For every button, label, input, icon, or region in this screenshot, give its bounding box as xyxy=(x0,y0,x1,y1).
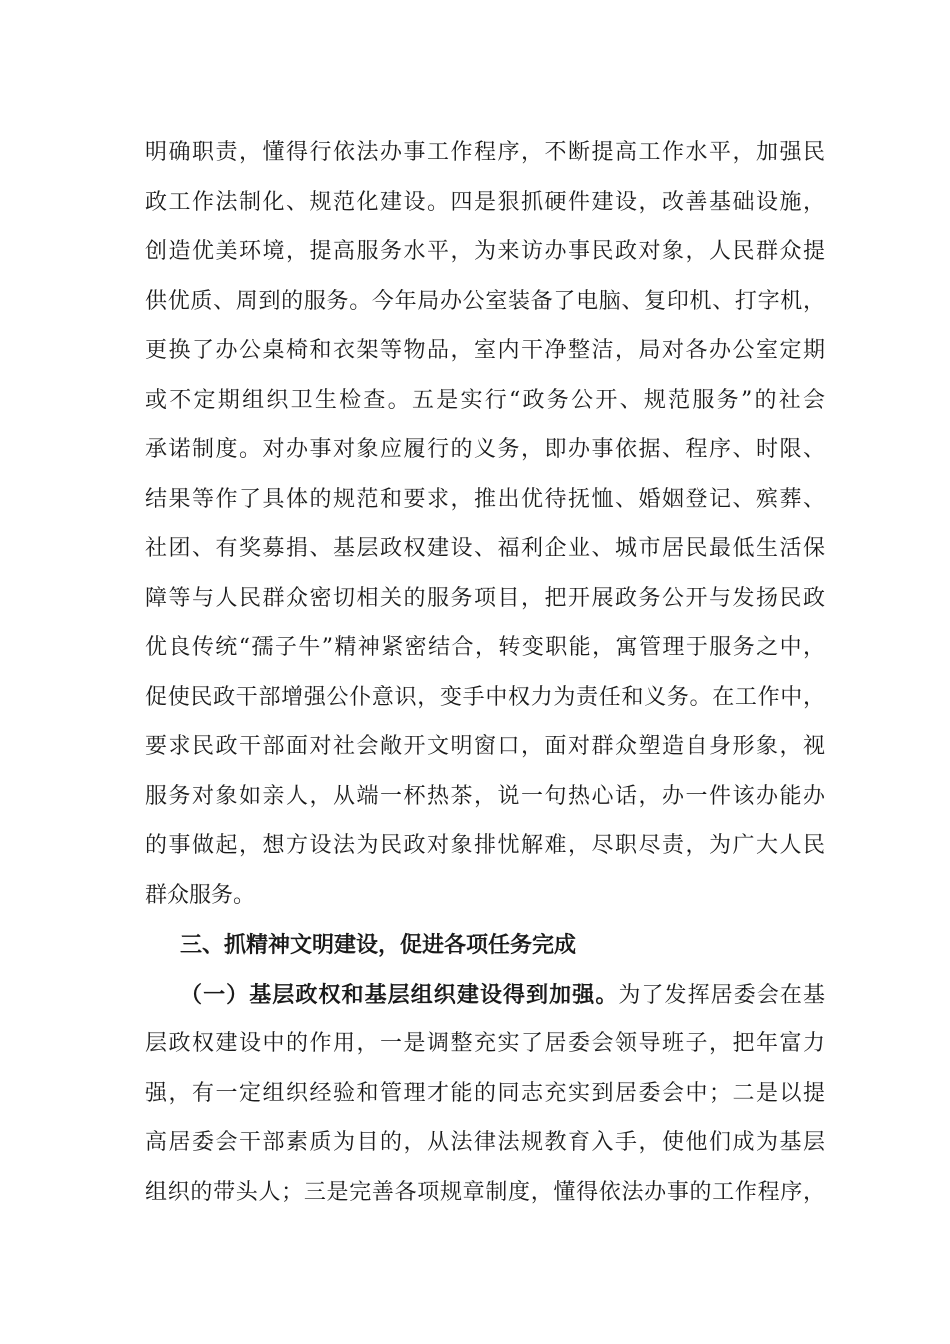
section-heading: 三、抓精神文明建设，促进各项任务完成 xyxy=(180,932,577,958)
paragraph-line: 社团、有奖募捐、基层政权建设、福利企业、城市居民最低生活保 xyxy=(145,536,825,561)
paragraph-line: 更换了办公桌椅和衣架等物品，室内干净整洁，局对各办公室定期 xyxy=(145,338,825,363)
paragraph-line: 优良传统“孺子牛”精神紧密结合，转变职能，寓管理于服务之中， xyxy=(145,635,825,660)
paragraph-bold-lead: （一）基层政权和基层组织建设得到加强。 xyxy=(180,982,619,1008)
paragraph-line: 促使民政干部增强公仆意识，变手中权力为责任和义务。在工作中， xyxy=(145,685,825,710)
paragraph-line: 供优质、周到的服务。今年局办公室装备了电脑、复印机、打字机， xyxy=(145,289,825,314)
paragraph-line: 层政权建设中的作用，一是调整充实了居委会领导班子，把年富力 xyxy=(145,1031,825,1056)
paragraph-line: 高居委会干部素质为目的，从法律法规教育入手，使他们成为基层 xyxy=(145,1130,825,1155)
paragraph-line: 承诺制度。对办事对象应履行的义务，即办事依据、程序、时限、 xyxy=(145,437,825,462)
paragraph-line: 创造优美环境，提高服务水平，为来访办事民政对象，人民群众提 xyxy=(145,239,825,264)
paragraph-line: 服务对象如亲人，从端一杯热茶，说一句热心话，办一件该办能办 xyxy=(145,784,825,809)
paragraph-line: 要求民政干部面对社会敞开文明窗口，面对群众塑造自身形象，视 xyxy=(145,734,825,759)
paragraph-line: 群众服务。 xyxy=(145,883,256,908)
paragraph-line: 政工作法制化、规范化建设。四是狠抓硬件建设，改善基础设施， xyxy=(145,190,825,215)
paragraph-line: 障等与人民群众密切相关的服务项目，把开展政务公开与发扬民政 xyxy=(145,586,825,611)
paragraph-lead-line xyxy=(180,980,825,1011)
paragraph-line: 明确职责，懂得行依法办事工作程序，不断提高工作水平，加强民 xyxy=(145,140,825,165)
paragraph-line: 或不定期组织卫生检查。五是实行“政务公开、规范服务”的社会 xyxy=(145,388,825,413)
paragraph-line: 组织的带头人；三是完善各项规章制度，懂得依法办事的工作程序， xyxy=(145,1180,825,1205)
paragraph-line: 强，有一定组织经验和管理才能的同志充实到居委会中；二是以提 xyxy=(145,1081,825,1106)
paragraph-line: 的事做起，想方设法为民政对象排忧解难，尽职尽责，为广大人民 xyxy=(145,833,825,858)
paragraph-lead-rest: 为了发挥居委会在基 xyxy=(618,983,825,1008)
paragraph-line: 结果等作了具体的规范和要求，推出优待抚恤、婚姻登记、殡葬、 xyxy=(145,487,825,512)
